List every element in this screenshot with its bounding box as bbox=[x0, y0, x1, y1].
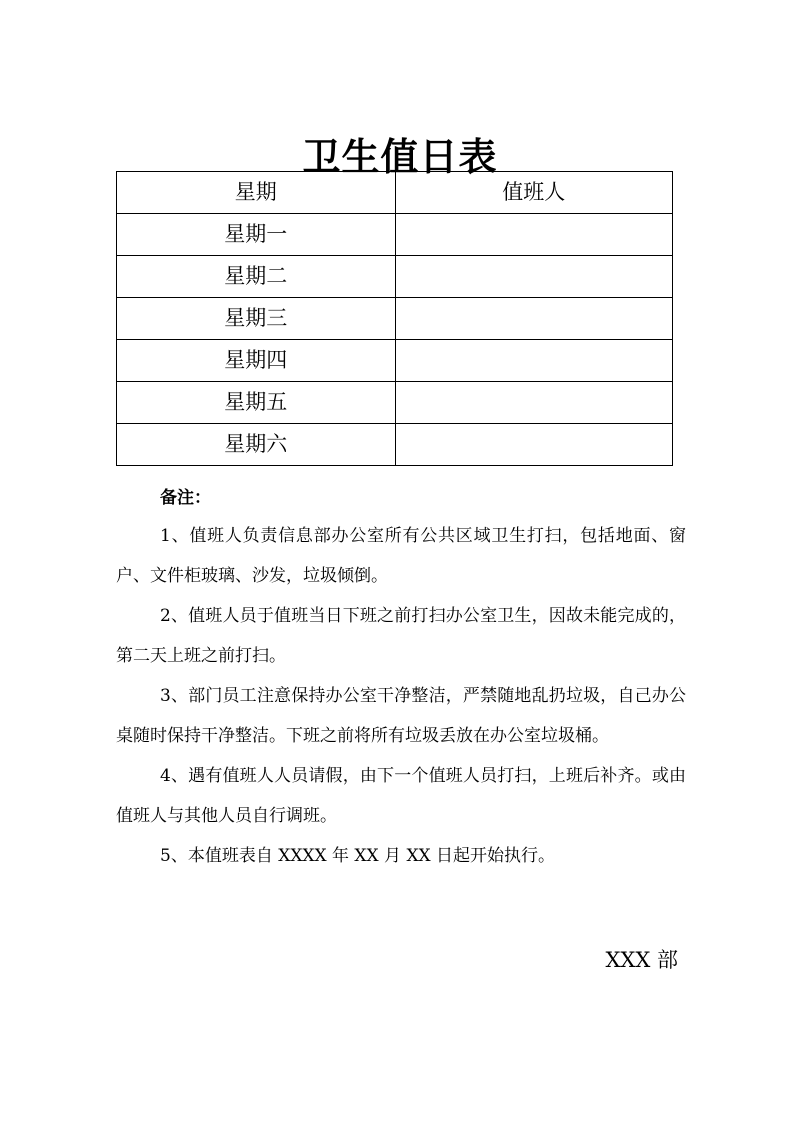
notes-heading: 备注： bbox=[160, 488, 211, 508]
page-title: 卫生值日表 bbox=[302, 134, 498, 180]
table-row bbox=[117, 256, 673, 298]
note-item-4: 4、遇有值班人人员请假，由下一个值班人员打扫，上班后补齐。或由值班人与其他人员自行调班。 bbox=[116, 766, 686, 826]
duty-schedule-table bbox=[116, 171, 673, 466]
header-person: 值班人 bbox=[395, 172, 673, 214]
person-cell bbox=[395, 298, 673, 340]
day-cell: 星期六 bbox=[117, 424, 396, 466]
table-row bbox=[117, 340, 673, 382]
department-signature: XXX 部 bbox=[605, 948, 678, 972]
note-item-5: 5、本值班表自 XXXX 年 XX 月 XX 日起开始执行。 bbox=[160, 846, 556, 866]
table-header-row bbox=[117, 172, 673, 214]
person-cell bbox=[395, 424, 673, 466]
day-cell: 星期三 bbox=[117, 298, 396, 340]
table-row bbox=[117, 298, 673, 340]
person-cell bbox=[395, 382, 673, 424]
table-row bbox=[117, 382, 673, 424]
header-day: 星期 bbox=[117, 172, 396, 214]
person-cell bbox=[395, 340, 673, 382]
note-item-2: 2、值班人员于值班当日下班之前打扫办公室卫生，因故未能完成的，第二天上班之前打扫。 bbox=[116, 606, 686, 666]
person-cell bbox=[395, 256, 673, 298]
note-item-1: 1、值班人负责信息部办公室所有公共区域卫生打扫，包括地面、窗户、文件柜玻璃、沙发，垃圾倾倒。 bbox=[116, 526, 686, 586]
notes-section bbox=[116, 480, 686, 876]
day-cell: 星期一 bbox=[117, 214, 396, 256]
table-row bbox=[117, 214, 673, 256]
table-row bbox=[117, 424, 673, 466]
day-cell: 星期四 bbox=[117, 340, 396, 382]
note-item-3: 3、部门员工注意保持办公室干净整洁，严禁随地乱扔垃圾，自己办公桌随时保持干净整洁。下班之前将所有垃圾丢放在办公室垃圾桶。 bbox=[116, 686, 686, 746]
day-cell: 星期五 bbox=[117, 382, 396, 424]
day-cell: 星期二 bbox=[117, 256, 396, 298]
person-cell bbox=[395, 214, 673, 256]
